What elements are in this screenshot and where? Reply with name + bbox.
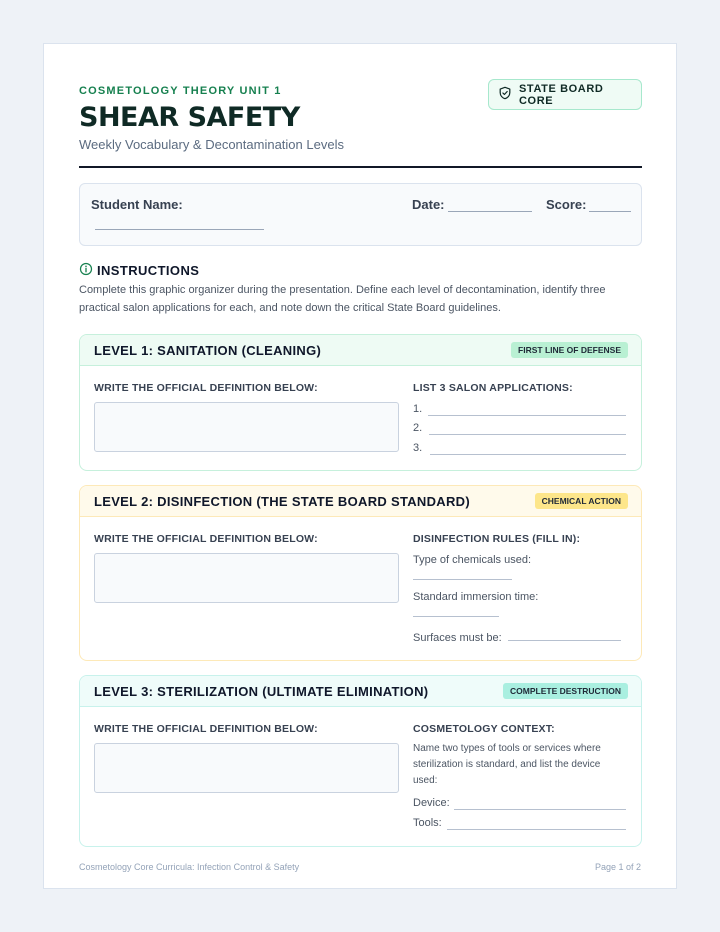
header-divider [79,166,642,168]
level-1-item-number: 3. [413,442,423,454]
surfaces-line[interactable] [508,640,621,641]
level-1-applications-label: LIST 3 SALON APPLICATIONS: [413,382,573,394]
level-1-definition-label: WRITE THE OFFICIAL DEFINITION BELOW: [94,382,318,394]
date-field[interactable] [448,211,532,212]
surfaces-label: Surfaces must be: [413,632,502,644]
date-label: Date: [412,197,445,212]
level-2-card [79,485,642,661]
chemical-type-label: Type of chemicals used: [413,554,532,566]
level-3-definition-label: WRITE THE OFFICIAL DEFINITION BELOW: [94,723,318,735]
unit-kicker: COSMETOLOGY THEORY UNIT 1 [79,85,282,97]
page-title: SHEAR SAFETY [79,102,300,133]
level-2-definition-label: WRITE THE OFFICIAL DEFINITION BELOW: [94,533,318,545]
student-name-field[interactable] [95,229,264,230]
instructions-heading [79,262,199,279]
page-subtitle: Weekly Vocabulary & Decontamination Levels [79,137,344,152]
info-circle-icon [79,262,93,279]
footer-page-number: Page 1 of 2 [594,862,641,872]
device-line[interactable] [454,809,626,810]
level-1-item-line[interactable] [428,415,626,416]
student-info-box [79,183,642,246]
level-1-title: LEVEL 1: SANITATION (CLEANING) [94,343,322,358]
level-1-card [79,334,642,471]
chemical-type-line[interactable] [413,579,512,580]
instructions-heading-label: INSTRUCTIONS [97,263,200,278]
instructions-text: Complete this graphic organizer during the presentation. Define each level of decontamination, identify three practical salon applications for each, and note down the critical State Board guidelines. [79,284,606,314]
level-2-rules-label: DISINFECTION RULES (FILL IN): [413,533,581,545]
level-2-definition-box[interactable] [94,553,399,603]
level-3-context-label: COSMETOLOGY CONTEXT: [413,723,555,735]
state-board-badge [488,79,642,110]
score-field[interactable] [589,211,631,212]
level-1-item-number: 1. [413,403,423,415]
level-3-title: LEVEL 3: STERILIZATION (ULTIMATE ELIMINATION) [94,684,429,699]
student-name-label: Student Name: [91,197,183,212]
footer-curricula: Cosmetology Core Curricula: Infection Control & Safety [79,862,300,872]
level-3-tag: COMPLETE DESTRUCTION [503,683,628,699]
level-2-header [80,486,641,517]
level-2-title: LEVEL 2: DISINFECTION (THE STATE BOARD STANDARD) [94,494,470,509]
immersion-time-label: Standard immersion time: [413,591,539,603]
level-1-header [80,335,641,366]
level-1-item-line[interactable] [430,454,626,455]
level-3-definition-box[interactable] [94,743,399,793]
shield-check-icon [498,86,512,103]
level-3-context-text: Name two types of tools or services where sterilization is standard, and list the device used: [413,743,601,786]
level-1-definition-box[interactable] [94,402,399,452]
worksheet-page [43,43,677,889]
level-1-item-line[interactable] [429,434,626,435]
level-1-item-number: 2. [413,422,423,434]
tools-label: Tools: [413,817,442,829]
device-label: Device: [413,797,450,809]
score-label: Score: [546,197,587,212]
immersion-time-line[interactable] [413,616,499,617]
level-2-tag: CHEMICAL ACTION [535,493,628,509]
level-3-header [80,676,641,707]
state-board-badge-label: STATE BOARD CORE [519,82,604,107]
level-1-tag: FIRST LINE OF DEFENSE [511,342,628,358]
tools-line[interactable] [447,829,626,830]
level-3-card [79,675,642,847]
